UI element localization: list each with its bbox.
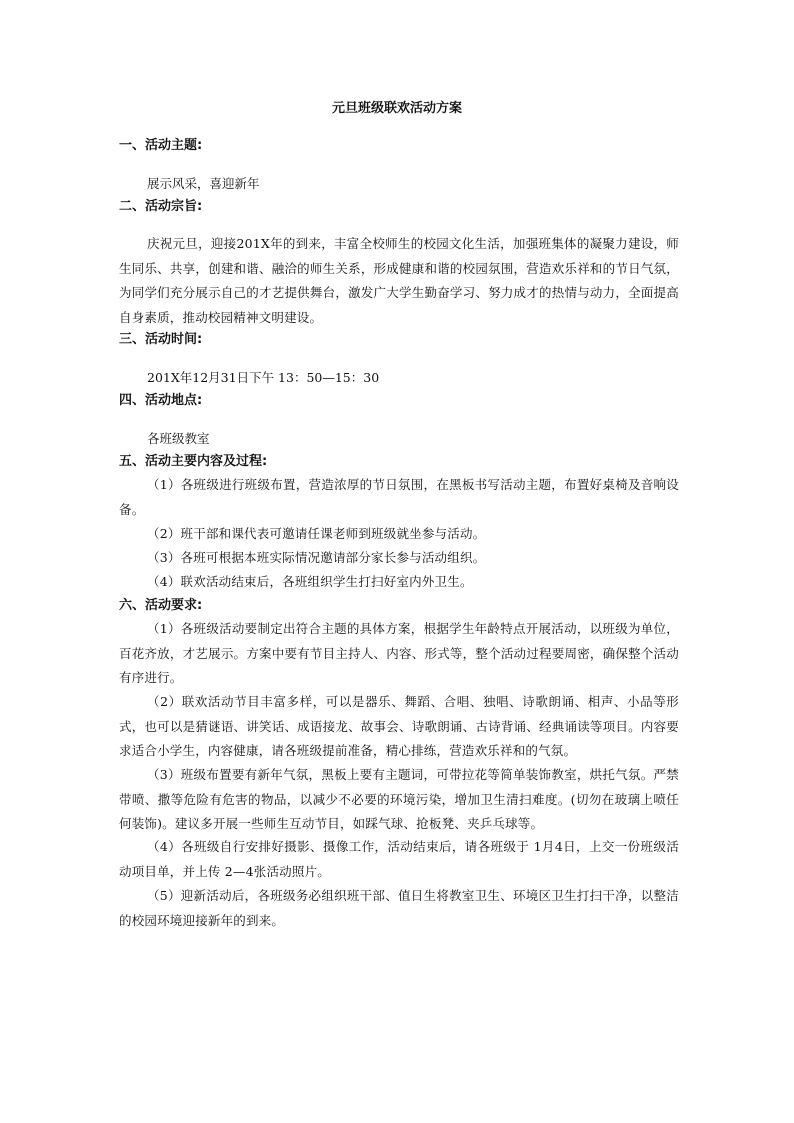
requirement-item-1: （1）各班级活动要制定出符合主题的具体方案，根据学生年龄特点开展活动，以班级为单位，百花齐放，才艺展示。方案中要有节目主持人、内容、形式等，整个活动过程要周密，确保整个活动有序进行。	[119, 621, 679, 685]
section-heading-purpose: 二、活动宗旨:	[119, 199, 203, 214]
requirement-item-4: （4）各班级自行安排好摄影、摄像工作，活动结束后，请各班级于 1月4日，上交一份班级活动项目单，并上传 2—4张活动照片。	[119, 839, 679, 879]
section-heading-requirements: 六、活动要求:	[119, 598, 203, 613]
document-title: 元旦班级联欢活动方案	[331, 101, 462, 116]
section-heading-location: 四、活动地点:	[119, 393, 203, 408]
content-item-2: （2）班干部和课代表可邀请任课老师到班级就坐参与活动。	[147, 526, 486, 541]
section-heading-content: 五、活动主要内容及过程:	[119, 454, 268, 469]
requirement-item-5: （5）迎新活动后，各班级务必组织班干部、值日生将教室卫生、环境区卫生打扫干净，以整洁的校园环境迎接新年的到来。	[119, 888, 679, 928]
purpose-paragraph: 庆祝元旦，迎接201X年的到来，丰富全校师生的校园文化生活，加强班集体的凝聚力建设，师生同乐、共享，创建和谐、融洽的师生关系，形成健康和谐的校园氛围，营造欢乐祥和的节日气氛，为同学们充分展示自己的才艺提供舞台，激发广大学生勤奋学习、努力成才的热情与动力，全面提高自身素质，推动校园精神文明建设。	[119, 236, 679, 325]
section-heading-theme: 一、活动主题:	[119, 138, 203, 153]
location-text: 各班级教室	[147, 431, 210, 446]
content-item-1: （1）各班级进行班级布置，营造浓厚的节日氛围，在黑板书写活动主题，布置好桌椅及音响设备。	[119, 477, 679, 517]
requirement-item-3: （3）班级布置要有新年气氛，黑板上要有主题词，可带拉花等简单装饰教室，烘托气氛。严禁带喷、撒等危险有危害的物品，以减少不必要的环境污染，增加卫生清扫难度。(切勿在玻璃上喷任何装饰)。建议多开展一些师生互动节目，如踩气球、抢板凳、夹乒乓球等。	[119, 767, 679, 831]
content-item-3: （3）各班可根据本班实际情况邀请部分家长参与活动组织。	[147, 550, 486, 565]
section-heading-time: 三、活动时间:	[119, 332, 203, 347]
time-text: 201X年12月31日下午 13：50—15：30	[147, 370, 380, 385]
content-item-4: （4）联欢活动结束后，各班组织学生打扫好室内外卫生。	[147, 574, 473, 589]
theme-text: 展示风采，喜迎新年	[147, 176, 260, 191]
requirement-item-2: （2）联欢活动节目丰富多样，可以是器乐、舞蹈、合唱、独唱、诗歌朗诵、相声、小品等形式，也可以是猜谜语、讲笑话、成语接龙、故事会、诗歌朗诵、古诗背诵、经典诵读等项目。内容要求适合小学生，内容健康，请各班级提前准备，精心排练，营造欢乐祥和的气氛。	[119, 694, 679, 758]
